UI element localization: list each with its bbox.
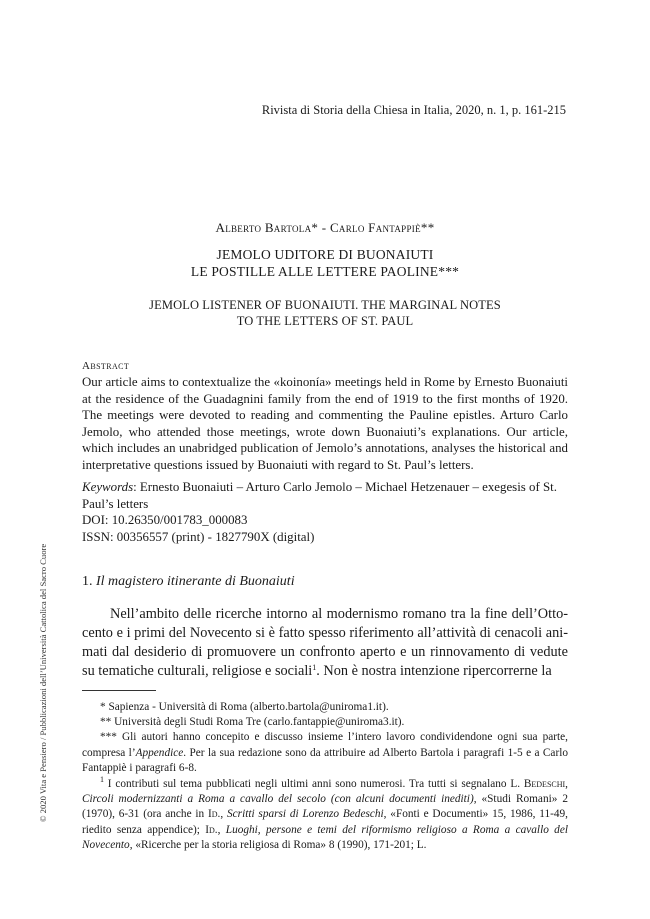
footnote-text: , [220, 808, 228, 821]
footnote-author2: ** Università degli Studi Roma Tre (carlo.fantappie@uniroma3.it). [100, 716, 405, 729]
footnote-number: 1 [100, 775, 104, 785]
abstract-heading: Abstract [82, 360, 130, 372]
author-footnote-mark: * [311, 220, 319, 235]
article-title-english [82, 297, 568, 329]
title-line: JEMOLO LISTENER OF BUONAIUTI. THE MARGINAL NOTES [149, 298, 501, 312]
footnote-author: Id. [208, 808, 221, 821]
issn: ISSN: 00356557 (print) - 1827790X (digital) [82, 529, 315, 544]
footnote-italic: Circoli modernizzanti a Roma a cavallo del secolo (con alcuni documenti inediti) [82, 793, 474, 806]
footnote-text: , «Ricerche per la storia religiosa di Roma» 8 (1990), 171-201; L. [129, 838, 427, 851]
author-name: Alberto Bartola [215, 220, 312, 235]
footnote-italic: Scritti sparsi di Lorenzo Bedeschi [227, 808, 384, 821]
section-heading [82, 574, 568, 591]
author-line [82, 220, 568, 236]
footnote-text: . Per la sua redazione sono da attribuire ad Alberto Bartola i paragrafi 1-5 e a Carlo Fantappiè i paragrafi 6-8. [82, 746, 568, 774]
body-text-part: . Non è nostra intenzione ripercorrerne la [316, 663, 552, 679]
abstract-text: Our article aims to contextualize the «koinonía» meetings held in Rome by Ernesto Buonaiuti at the residence of the Guadagnini family from the end of 1919 to the first months of 1920. The meetings were devoted to reading and commenting the Pauline epistles. Arturo Carlo Jemolo, who attended those meetings, wrote down Buonaiuti’s explanations. Our article, which includes an unabridged publication of Jemolo’s annotations, analyses the historical and interpretative questions issued by Buonaiuti with regard to St. Paul’s letters. [82, 375, 568, 472]
article-metadata [82, 479, 568, 545]
keywords-text: : Ernesto Buonaiuti – Arturo Carlo Jemolo – Michael Hetzenauer – exegesis of St. Paul’s letters [82, 480, 557, 511]
footnote-italic: Luoghi, persone e temi del riformismo religioso a Roma a cavallo del Novecento [82, 823, 568, 851]
keywords-label: Keywords [82, 480, 134, 494]
section-title: Il magistero itinerante di Buonaiuti [96, 574, 295, 589]
author-separator: - [318, 220, 330, 235]
journal-citation: Rivista di Storia della Chiesa in Italia, 2020, n. 1, p. 161-215 [261, 103, 566, 117]
footnote-authorship [82, 730, 568, 776]
footnote-text: , [565, 778, 568, 791]
author-footnote-mark: ** [420, 220, 435, 235]
footnote-divider [82, 690, 156, 691]
footnote-author: Id. [205, 823, 218, 836]
footnote-reference: 1 [312, 663, 317, 672]
footnote-text: *** Gli autori hanno concepito e discusso insieme l’intero lavoro condividendone ogni sua parte, compresa l’ [82, 731, 568, 759]
footnote-italic: Appendice [135, 746, 184, 759]
section-number: 1. [82, 574, 93, 589]
footnote-1 [82, 777, 568, 853]
copyright-notice: © 2020 Vita e Pensiero / Pubblicazioni dell’Università Cattolica del Sacro Cuore [38, 543, 48, 822]
article-title-italian [82, 246, 568, 280]
title-line: JEMOLO UDITORE DI BUONAIUTI [216, 247, 434, 262]
author-name: Carlo Fantappiè [329, 220, 421, 235]
footnote-text: I contributi sul tema pubblicati negli ultimi anni sono numerosi. Tra tutti si segnalano L. [104, 778, 524, 791]
body-paragraph [82, 605, 568, 681]
footnote-text: , [217, 823, 226, 836]
body-text-part: Nell’ambito delle ricerche intorno al modernismo romano tra la fine dell’Ottocento e i primi del Novecento si è fatto spesso riferimento all’attività di cenacoli animati dal desiderio di promuovere un confronto aperto e un rinnovamento di vedute su tematiche culturali, religiose e sociali [82, 606, 568, 679]
footnote-text: , «Studi Romani» 2 (1970), 6-31 (ora anche in [82, 793, 568, 821]
footnote-text: , «Fonti e Documenti» 15, 1986, 11-49, riedito senza appendice); [82, 808, 568, 836]
keywords [82, 479, 568, 512]
title-line: LE POSTILLE ALLE LETTERE PAOLINE*** [190, 264, 460, 279]
footnotes [82, 700, 568, 853]
footnote-author1: * Sapienza - Università di Roma (alberto.bartola@uniroma1.it). [100, 701, 389, 713]
footnote-author: Bedeschi [523, 778, 566, 791]
doi: DOI: 10.26350/001783_000083 [82, 513, 248, 527]
title-line: TO THE LETTERS OF ST. PAUL [236, 314, 414, 328]
